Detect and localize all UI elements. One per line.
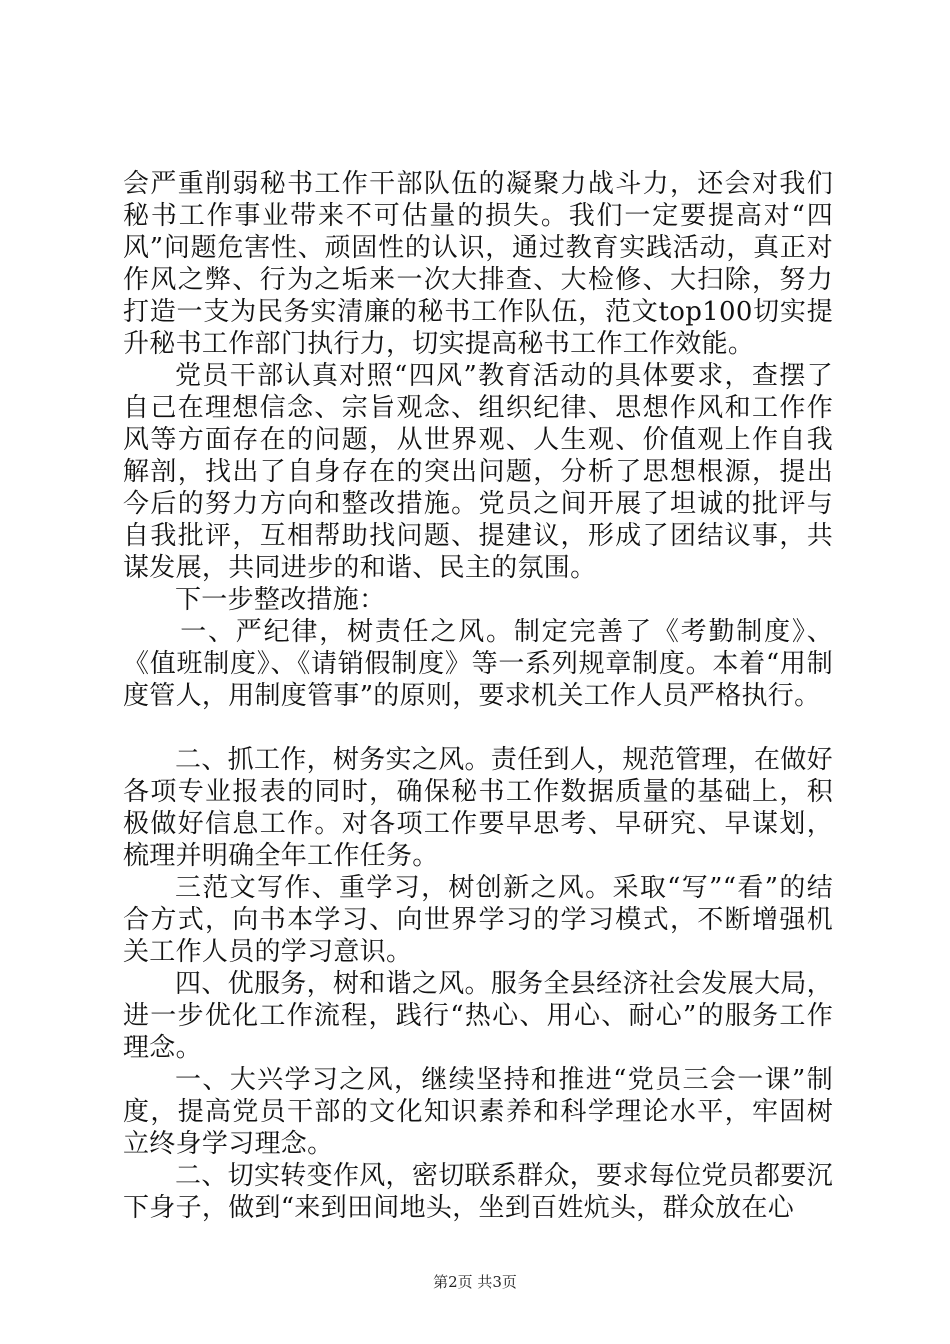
page-footer: 第2页 共3页 (433, 1273, 517, 1291)
paragraph-measure-service: 四、优服务，树和谐之风。服务全县经济社会发展大局，进一步优化工作流程，践行“热心、用心、耐心”的服务工作理念。 (123, 969, 833, 1063)
paragraph-measure-work: 二、抓工作，树务实之风。责任到人，规范管理，在做好各项专业报表的同时，确保秘书工作数据质量的基础上，积极做好信息工作。对各项工作要早思考、早研究、早谋划，梳理并明确全年工作任务。 (123, 745, 833, 871)
paragraph-work-style: 二、切实转变作风，密切联系群众，要求每位党员都要沉下身子，做到“来到田间地头，坐到百姓炕头，群众放在心 (123, 1161, 833, 1223)
paragraph-continuation: 会严重削弱秘书工作干部队伍的凝聚力战斗力，还会对我们秘书工作事业带来不可估量的损失。我们一定要提高对“四风”问题危害性、顽固性的认识，通过教育实践活动，真正对作风之弊、行为之垢来一次大排查、大检修、大扫除，努力打造一支为民务实清廉的秘书工作队伍，范文top100切实提升秘书工作部门执行力，切实提高秘书工作工作效能。 (123, 169, 833, 359)
paragraph-learning-style: 一、大兴学习之风，继续坚持和推进“党员三会一课”制度，提高党员干部的文化知识素养和科学理论水平，牢固树立终身学习理念。 (123, 1065, 833, 1159)
paragraph-self-review: 党员干部认真对照“四风”教育活动的具体要求，查摆了自己在理想信念、宗旨观念、组织纪律、思想作风和工作作风等方面存在的问题，从世界观、人生观、价值观上作自我解剖，找出了自身存在的突出问题，分析了思想根源，提出今后的努力方向和整改措施。党员之间开展了坦诚的批评与自我批评，互相帮助找问题、提建议，形成了团结议事，共谋发展，共同进步的和谐、民主的氛围。 (123, 361, 833, 583)
document-body (123, 168, 833, 1224)
paragraph-measure-discipline: 一、严纪律，树责任之风。制定完善了《考勤制度》、《值班制度》、《请销假制度》等一系列规章制度。本着“用制度管人，用制度管事”的原则，要求机关工作人员严格执行。 (123, 617, 833, 711)
paragraph-next-steps-heading: 下一步整改措施： (175, 585, 386, 615)
paragraph-measure-study: 三范文写作、重学习，树创新之风。采取“写”“看”的结合方式，向书本学习、向世界学习的学习模式，不断增强机关工作人员的学习意识。 (123, 873, 833, 967)
